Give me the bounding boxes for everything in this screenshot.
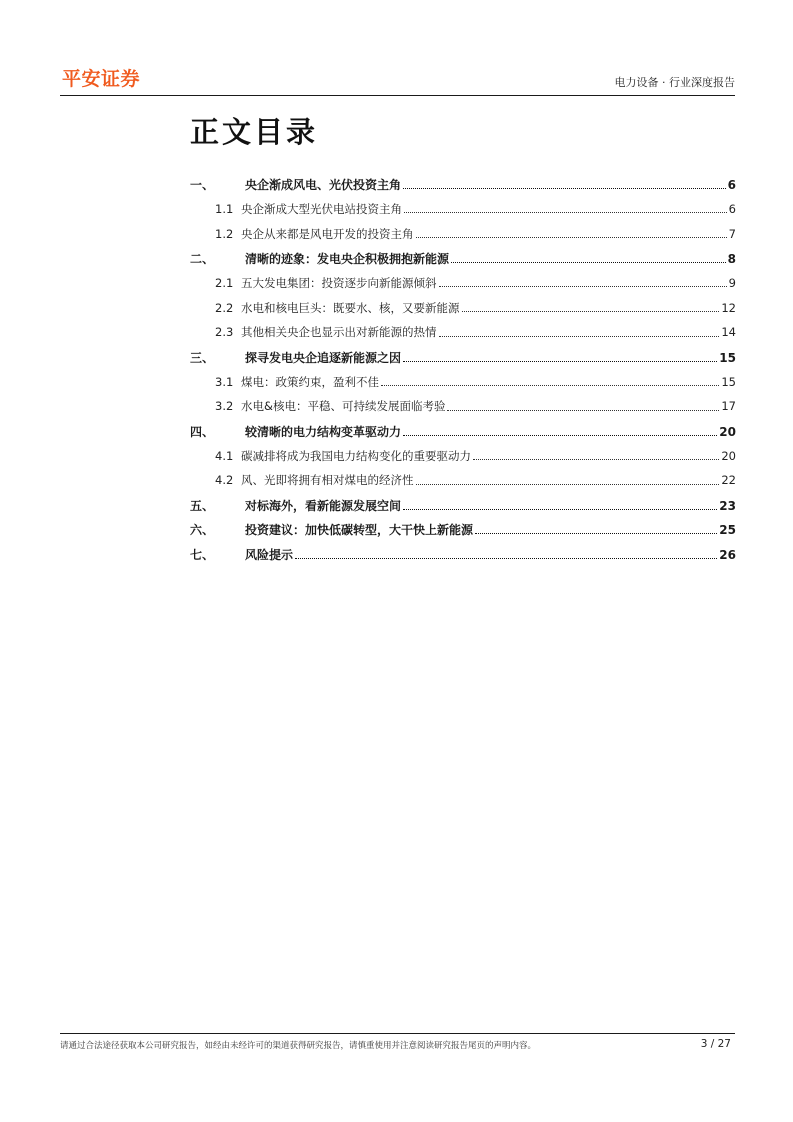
toc-entry-title[interactable]: 五大发电集团：投资逐步向新能源倾斜: [241, 275, 437, 290]
toc-dot-leader: [403, 188, 726, 189]
toc-entry-title[interactable]: 水电和核电巨头：既要水、核，又要新能源: [241, 300, 460, 315]
toc-entry-title[interactable]: 探寻发电央企追逐新能源之因: [245, 350, 402, 365]
toc-entry-page[interactable]: 20: [721, 448, 736, 463]
toc-entry-number: 4.1: [215, 448, 234, 463]
toc-chapter-entry[interactable]: [190, 339, 736, 364]
toc-entry-page[interactable]: 6: [727, 177, 736, 192]
header-divider: [60, 95, 735, 96]
toc-section-entry[interactable]: [190, 364, 736, 389]
toc-entry-page[interactable]: 9: [728, 275, 736, 290]
toc-entry-number: 三、: [190, 350, 215, 365]
toc-entry-number: 1.2: [215, 226, 234, 241]
toc-entry-number: 二、: [190, 251, 215, 266]
toc-entry-number: 七、: [190, 548, 215, 562]
toc-entry-page[interactable]: 17: [721, 399, 736, 414]
toc-entry-title[interactable]: 煤电：政策约束，盈利不佳: [241, 374, 379, 389]
toc-entry-number: 3.1: [215, 374, 234, 389]
toc-entry-page[interactable]: 26: [719, 548, 736, 562]
toc-entry-title[interactable]: 央企从来都是风电开发的投资主角: [241, 226, 414, 241]
toc-dot-leader: [462, 311, 720, 312]
toc-entry-number: 六、: [190, 523, 215, 538]
toc-chapter-entry[interactable]: [190, 240, 736, 265]
toc-dot-leader: [439, 286, 727, 287]
toc-entry-title[interactable]: 碳减排将成为我国电力结构变化的重要驱动力: [241, 448, 471, 463]
toc-section-entry[interactable]: [190, 265, 736, 290]
toc-title: 正文目录: [190, 115, 319, 149]
toc-section-entry[interactable]: [190, 215, 736, 240]
toc-chapter-entry[interactable]: [190, 512, 736, 537]
toc-entry-page[interactable]: 14: [721, 325, 736, 340]
toc-entry-number: 2.3: [215, 325, 234, 340]
toc-entry-title[interactable]: 其他相关央企也显示出对新能源的热情: [241, 325, 437, 340]
report-type-label: 电力设备 · 行业深度报告: [614, 76, 735, 89]
toc-section-entry[interactable]: [190, 314, 736, 339]
toc-dot-leader: [475, 533, 717, 534]
toc-section-entry[interactable]: [190, 289, 736, 314]
toc-chapter-entry[interactable]: [190, 413, 736, 438]
toc-entry-number: 4.2: [215, 473, 234, 488]
table-of-contents: [190, 166, 736, 561]
toc-entry-title[interactable]: 清晰的迹象：发电央企积极拥抱新能源: [245, 251, 450, 266]
toc-section-entry[interactable]: [190, 191, 736, 216]
toc-dot-leader: [416, 484, 720, 485]
toc-entry-title[interactable]: 风、光即将拥有相对煤电的经济性: [241, 473, 414, 488]
toc-dot-leader: [416, 237, 727, 238]
toc-dot-leader: [403, 361, 717, 362]
toc-chapter-entry[interactable]: [190, 166, 736, 191]
toc-section-entry[interactable]: [190, 388, 736, 413]
toc-dot-leader: [381, 385, 719, 386]
page-number: 3 / 27: [700, 1038, 731, 1050]
toc-section-entry[interactable]: [190, 438, 736, 463]
toc-entry-page[interactable]: 8: [727, 251, 736, 266]
toc-entry-number: 一、: [190, 177, 215, 192]
toc-entry-title[interactable]: 央企渐成风电、光伏投资主角: [245, 177, 402, 192]
toc-entry-number: 四、: [190, 424, 215, 439]
toc-dot-leader: [403, 435, 717, 436]
toc-entry-page[interactable]: 23: [719, 498, 736, 513]
toc-entry-number: 1.1: [215, 201, 234, 216]
toc-entry-title[interactable]: 对标海外，看新能源发展空间: [245, 498, 402, 513]
toc-entry-number: 2.1: [215, 275, 234, 290]
toc-entry-page[interactable]: 25: [719, 523, 736, 538]
toc-entry-page[interactable]: 7: [728, 226, 736, 241]
toc-dot-leader: [439, 336, 720, 337]
toc-entry-number: 3.2: [215, 399, 234, 414]
toc-entry-title[interactable]: 较清晰的电力结构变革驱动力: [245, 424, 402, 439]
toc-entry-title[interactable]: 投资建议：加快低碳转型，大干快上新能源: [245, 523, 474, 538]
footer-divider: [60, 1033, 735, 1034]
toc-entry-number: 2.2: [215, 300, 234, 315]
toc-entry-page[interactable]: 22: [721, 473, 736, 488]
toc-chapter-entry[interactable]: [190, 487, 736, 512]
toc-entry-title[interactable]: 水电&核电：平稳、可持续发展面临考验: [241, 399, 446, 414]
toc-dot-leader: [473, 459, 719, 460]
toc-entry-page[interactable]: 12: [721, 300, 736, 315]
toc-section-entry[interactable]: [190, 462, 736, 487]
toc-dot-leader: [295, 558, 717, 559]
toc-entry-number: 五、: [190, 498, 215, 513]
toc-dot-leader: [447, 410, 719, 411]
toc-entry-page[interactable]: 15: [721, 374, 736, 389]
toc-entry-title[interactable]: 风险提示: [245, 548, 294, 562]
toc-entry-title[interactable]: 央企渐成大型光伏电站投资主角: [241, 201, 402, 216]
toc-dot-leader: [404, 212, 727, 213]
toc-entry-page[interactable]: 20: [719, 424, 736, 439]
toc-entry-page[interactable]: 15: [719, 350, 736, 365]
toc-chapter-entry[interactable]: [190, 536, 736, 561]
toc-dot-leader: [403, 509, 717, 510]
brand-logo: 平安证券: [62, 68, 141, 90]
toc-entry-page[interactable]: 6: [728, 201, 736, 216]
toc-dot-leader: [451, 262, 726, 263]
footer-disclaimer: 请通过合法途径获取本公司研究报告，如经由未经许可的渠道获得研究报告，请慎重使用并注意阅读研究报告尾页的声明内容。: [60, 1041, 537, 1051]
